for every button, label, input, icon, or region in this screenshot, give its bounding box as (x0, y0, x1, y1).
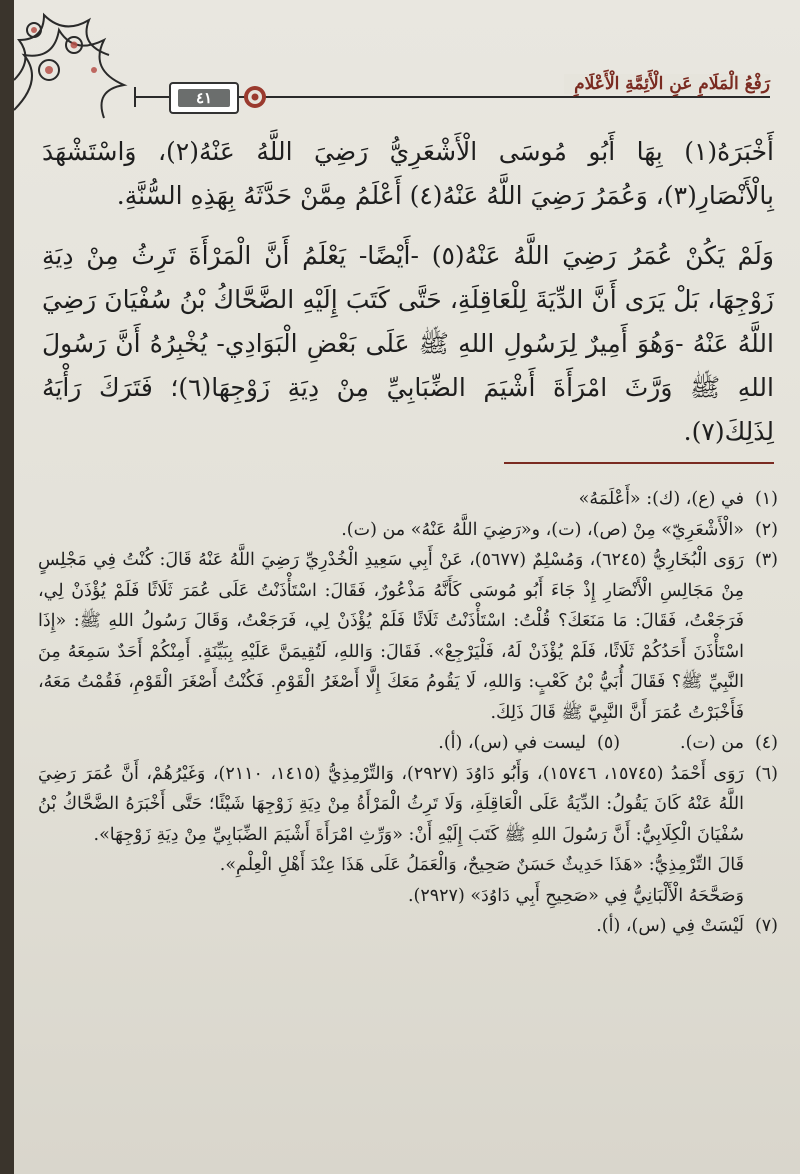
footnotes-4-5 (38, 728, 778, 759)
footnote-text: لَيْسَتْ فِي (س)، (أ). (596, 916, 744, 936)
footnote-5 (438, 728, 620, 759)
footnote-number: (١) (754, 489, 778, 509)
footnote-text: «الْأَشْعَرِيّ» مِنْ (ص)، (ت)، و«رَضِيَ اللَّهُ عَنْهُ» من (ت). (341, 519, 744, 540)
footnote-text (38, 545, 744, 728)
page-number-box (169, 82, 239, 114)
paragraph-1: أَخْبَرَهُ(١) بِهَا أَبُو مُوسَى الْأَشْعَرِيُّ رَضِيَ اللَّهُ عَنْهُ(٢)، وَاسْتَشْهَدَ بِالْأَنْصَارِ(٣)، وَعُمَرُ رَضِيَ اللَّهُ عَنْهُ(٤) أَعْلَمُ مِمَّنْ حَدَّثَهُ بِهَذِهِ السُّنَّةِ. (42, 137, 774, 210)
paragraph-2: وَلَمْ يَكُنْ عُمَرُ رَضِيَ اللَّهُ عَنْهُ(٥) -أَيْضًا- يَعْلَمُ أَنَّ الْمَرْأَةَ تَرِثُ مِنْ دِيَةِ زَوْجِهَا، بَلْ يَرَى أَنَّ الدِّيَةَ لِلْعَاقِلَةِ، حَتَّى كَتَبَ إِلَيْهِ الضَّحَّاكُ بْنُ سُفْيَانَ رَضِيَ اللَّهُ عَنْهُ -وَهُوَ أَمِيرٌ لِرَسُولِ اللهِ ﷺ عَلَى بَعْضِ الْبَوَادِي- يُخْبِرُهُ أَنَّ رَسُولَ اللهِ ﷺ وَرَّثَ امْرَأَةَ أَشْيَمَ الضِّبَابِيِّ مِنْ دِيَةِ زَوْجِهَا(٦)؛ فَتَرَكَ رَأْيَهُ لِذَلِكَ(٧). (42, 241, 774, 446)
header-rule-end (134, 87, 136, 107)
footnote-text: من (ت). (680, 733, 744, 753)
footnote-6 (38, 759, 778, 912)
footnote-number: (٤) (754, 733, 778, 753)
footnote-number: (٢) (754, 519, 778, 540)
main-text (42, 130, 774, 470)
footnote-line: رَوَى أَحْمَدُ (١٥٧٤٥، ١٥٧٤٦)، وَأَبُو دَاوُدَ (٢٩٢٧)، وَالتِّرْمِذِيُّ (١٤١٥، ٢١١٠)، وَغَيْرُهُمْ، أَنَّ عُمَرَ رَضِيَ اللَّهُ عَنْهُ كَانَ يَقُولُ: الدِّيَةُ عَلَى الْعَاقِلَةِ، وَلَا تَرِثُ الْمَرْأَةُ مِنْ دِيَةِ زَوْجِهَا شَيْئًا؛ حَتَّى أَخْبَرَهُ الضَّحَّاكُ بْنُ سُفْيَانَ الْكِلَابِيُّ: أَنَّ رَسُولَ اللهِ ﷺ كَتَبَ إِلَيْهِ أَنْ: «وَرِّثِ امْرَأَةَ أَشْيَمَ الضِّبَابِيِّ مِنْ دِيَةِ زَوْجِهَا». (38, 763, 744, 845)
page-header (114, 74, 770, 114)
footnote-separator (504, 462, 774, 464)
book-page (14, 0, 800, 1174)
footnote-3 (38, 545, 778, 728)
footnote-7 (38, 911, 778, 942)
page-number: ٤١ (178, 89, 230, 107)
footnote-line: رَوَى الْبُخَارِيُّ (٦٢٤٥)، وَمُسْلِمٌ (٥٦٧٧)، عَنْ أَبِي سَعِيدِ الْخُدْرِيِّ رَضِيَ اللَّهُ عَنْهُ قَالَ: كُنْتُ فِي مَجْلِسٍ مِنْ مَجَالِسِ الْأَنْصَارِ إِذْ جَاءَ أَبُو مُوسَى كَأَنَّهُ مَذْعُورٌ، فَقَالَ: اسْتَأْذَنْتُ عَلَى عُمَرَ ثَلَاثًا فَلَمْ يُؤْذَنْ لِي، فَرَجَعْتُ، فَقَالَ: مَا مَنَعَكَ؟ قُلْتُ: اسْتَأْذَنْتُ ثَلَاثًا فَلَمْ يُؤْذَنْ لِي، فَرَجَعْتُ، وَقَالَ رَسُولُ اللهِ ﷺ: «إِذَا اسْتَأْذَنَ أَحَدُكُمْ ثَلَاثًا، فَلَمْ يُؤْذَنْ لَهُ، فَلْيَرْجِعْ». فَقَالَ: وَاللهِ، لَتُقِيمَنَّ عَلَيْهِ بِبَيِّنَةٍ. أَمِنْكُمْ أَحَدٌ سَمِعَهُ مِنَ النَّبِيِّ ﷺ؟ فَقَالَ أُبَيُّ بْنُ كَعْبٍ: وَاللهِ، لَا يَقُومُ مَعَكَ إِلَّا أَصْغَرُ الْقَوْمِ. فَكُنْتُ أَصْغَرَ الْقَوْمِ، فَقُمْتُ مَعَهُ، فَأَخْبَرْتُ عُمَرَ أَنَّ النَّبِيَّ ﷺ قَالَ ذَلِكَ. (38, 550, 744, 723)
book-title: رَفْعُ الْمَلَامِ عَنِ الْأَئِمَّةِ الْأَعْلَامِ (564, 74, 770, 94)
footnote-1 (38, 484, 778, 515)
flower-ornament-icon (242, 84, 268, 110)
footnote-text: ليست في (س)، (أ). (438, 733, 587, 753)
footnote-number: (٥) (596, 733, 621, 753)
footnote-4 (680, 728, 778, 759)
footnote-2 (38, 515, 778, 546)
footnote-text (38, 759, 744, 912)
footnote-text: في (ع)، (ك): «أَعْلَمَهُ» (578, 489, 744, 509)
footnote-line: وَصَحَّحَهُ الْأَلْبَانِيُّ فِي «صَحِيحِ أَبِي دَاوُدَ» (٢٩٢٧). (407, 885, 744, 906)
footnote-number: (٣) (754, 550, 778, 570)
footnotes (38, 484, 778, 942)
footnote-line: قَالَ التِّرْمِذِيُّ: «هَذَا حَدِيثٌ حَسَنٌ صَحِيحٌ، وَالْعَمَلُ عَلَى هَذَا عِنْدَ أَهْلِ الْعِلْمِ». (219, 855, 744, 875)
footnote-number: (٦) (754, 763, 778, 784)
footnote-number: (٧) (754, 916, 778, 936)
